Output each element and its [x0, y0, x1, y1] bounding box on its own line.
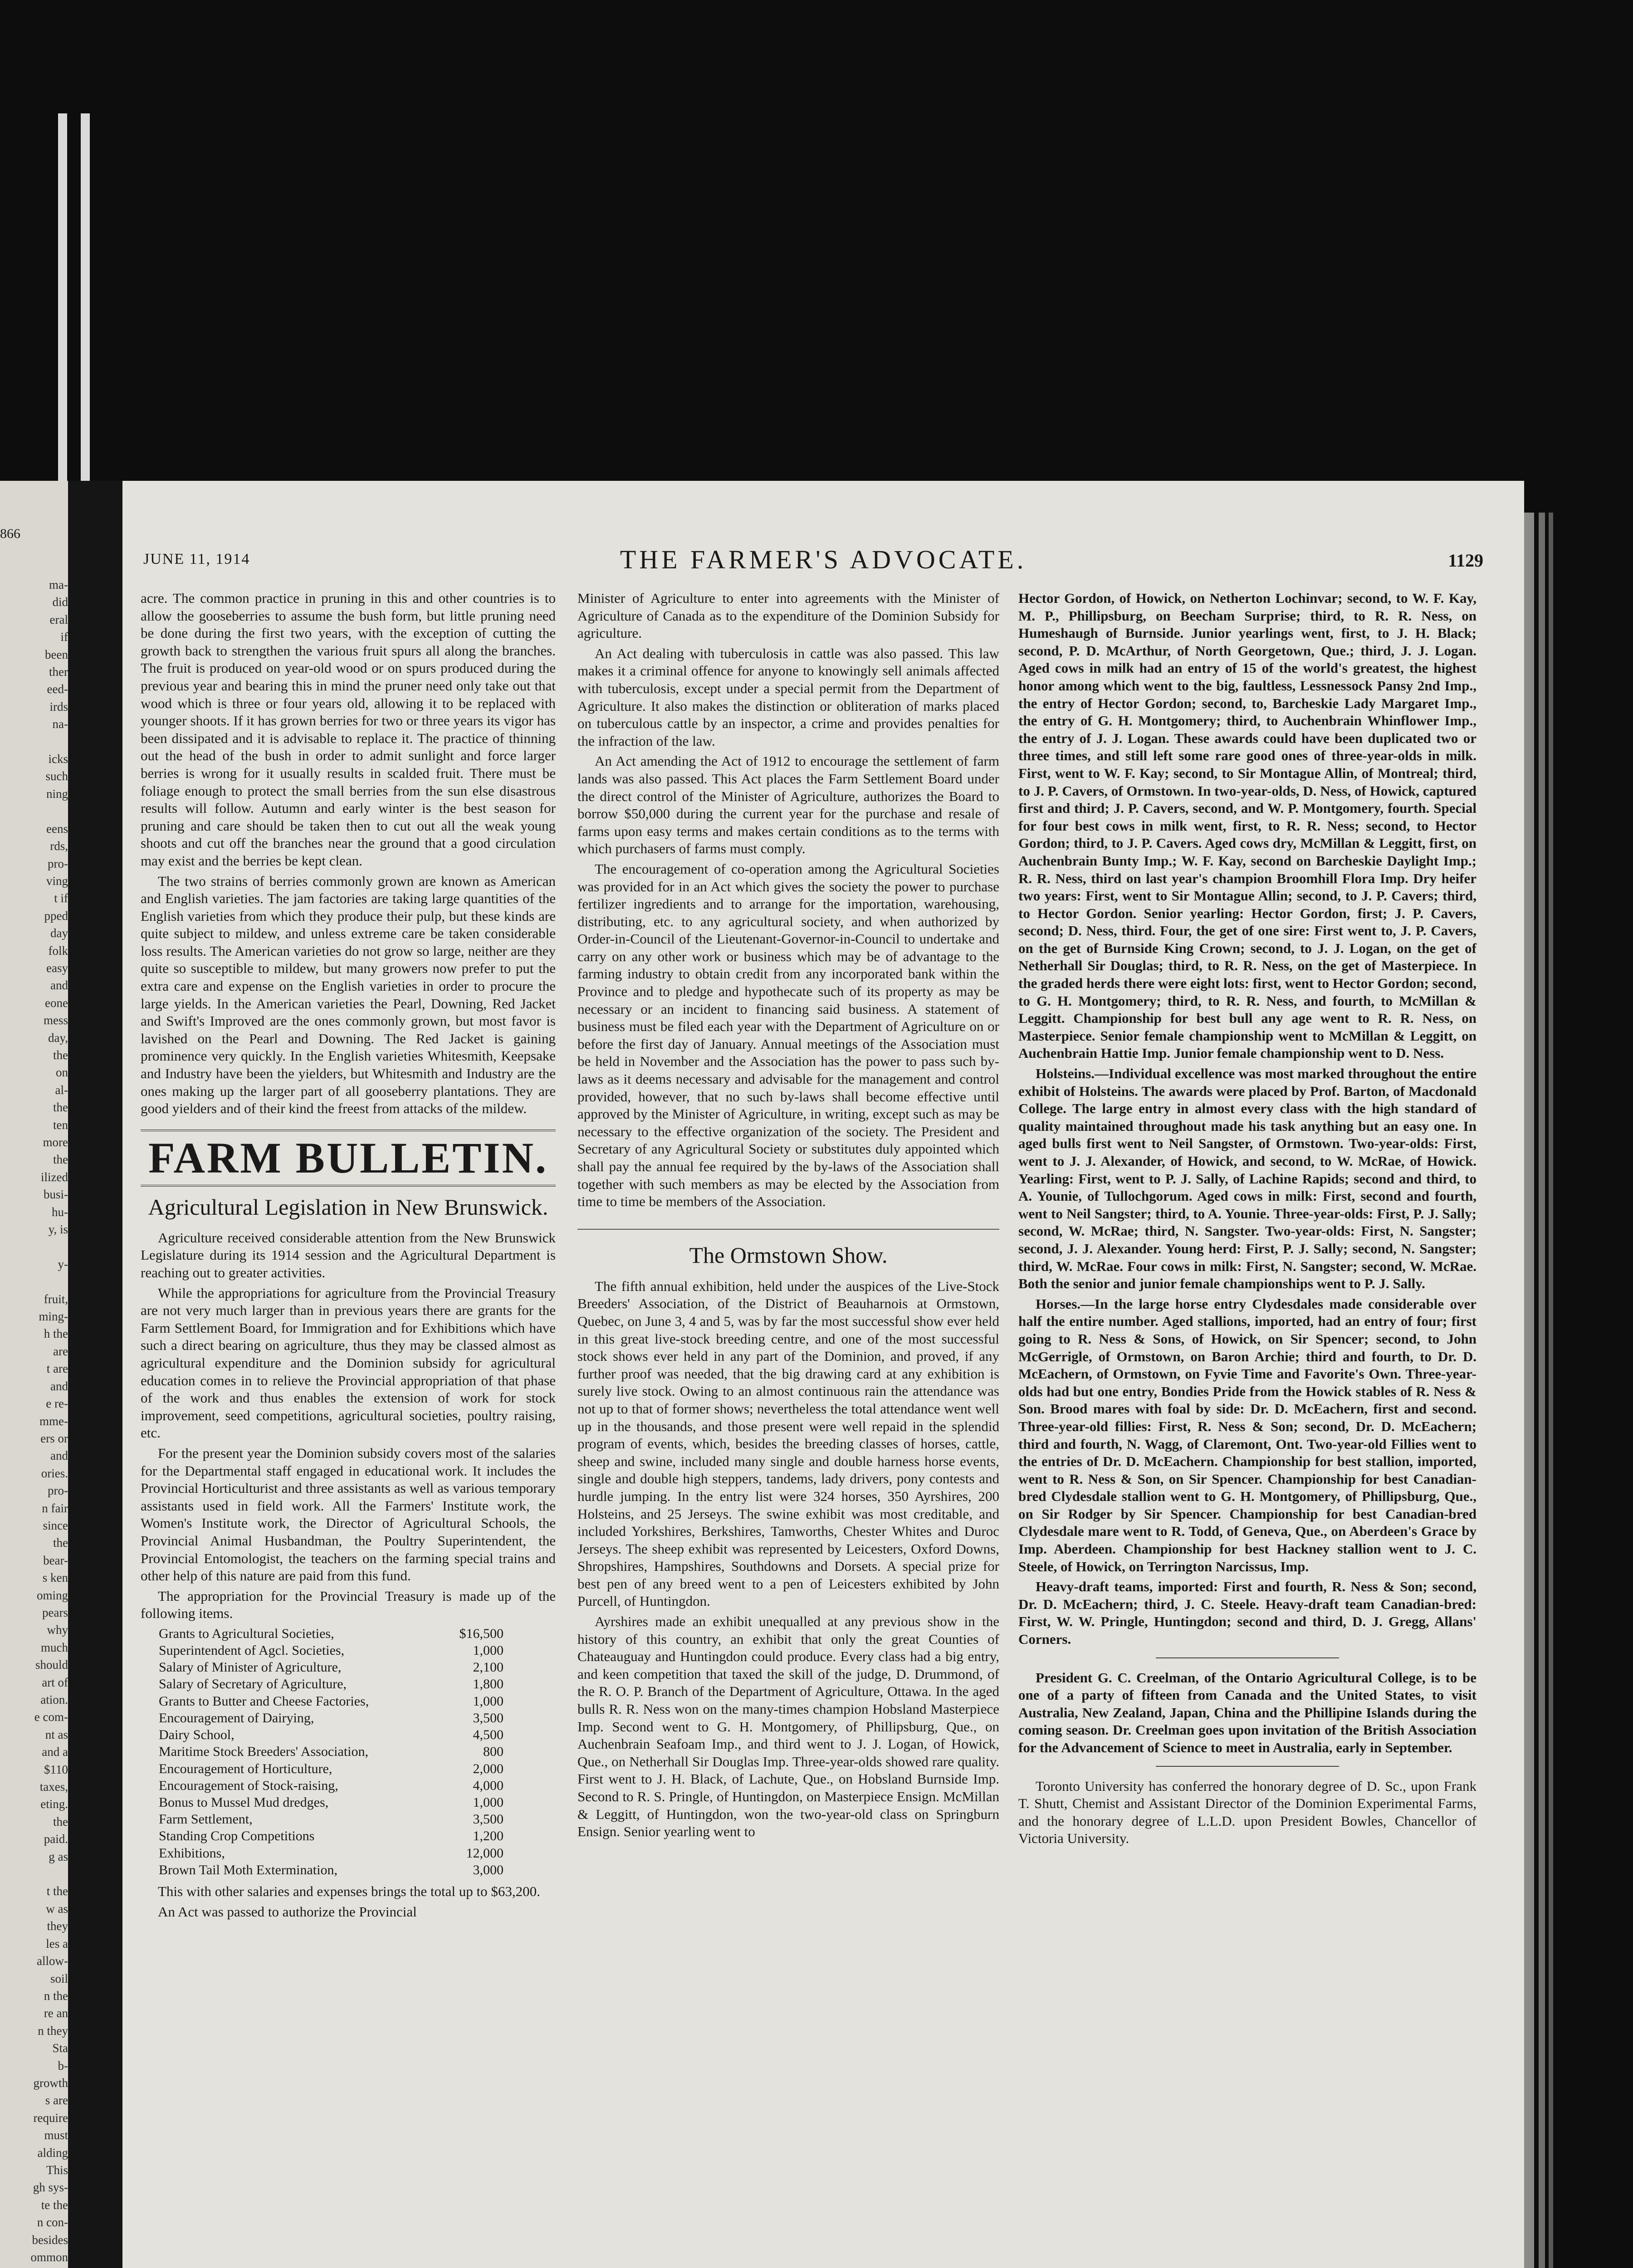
fragment-line: pped	[44, 909, 68, 923]
table-row	[159, 1862, 504, 1878]
fragment-line: pears	[42, 1605, 68, 1619]
fragment-line: require	[33, 2111, 68, 2125]
fragment-line: h the	[44, 1327, 68, 1341]
appropriation-amount: 800	[483, 1744, 504, 1760]
fragment-line	[0, 1273, 68, 1290]
page-number: 1129	[1448, 550, 1483, 571]
fragment-line: much	[41, 1640, 68, 1654]
paragraph: The encouragement of co-operation among the Agricultural Societies was provided for in an Act which gives the society the power to purchase fertilizer ingredients and to arrange for the importation, warehousing, distributing, etc. to any agricultural society, and when authorized by Order-in-Council of the Lieutenant-Governor-in-Council to undertake and carry on any other work or business which may be of advantage to the farming industry to obtain credit from any incorporated bank within the Province and to pledge and hypothecate such of its property as may be necessary or an incident to financing said business. A statement of business must be filed each year with the Department of Agriculture on or before the first day of January. Annual meetings of the Association must be held in November and the Association has the power to pass such by-laws as it deems necessary and advisable for the management and control provided, however, that no such by-laws shall become effective until approved by the Minister of Agriculture, in writing, except such as may be necessary to the effective organization of the society. The President and Secretary of any Agricultural Society or substitutes duly appointed which shall pay the annual fee required by the by-laws of the Association shall together with such members as may be elected by the Association from time to time be members of the Association.	[577, 860, 999, 1210]
fragment-line: the	[53, 1048, 68, 1062]
table-row	[159, 1743, 504, 1760]
appropriation-item: Brown Tail Moth Extermination,	[159, 1862, 337, 1877]
fragment-line: s ken	[42, 1571, 68, 1585]
fragment-line: taxes,	[39, 1780, 68, 1794]
table-row	[159, 1726, 504, 1743]
table-row	[159, 1828, 504, 1844]
fragment-line: n the	[44, 1989, 68, 2003]
fragment-line: the	[53, 1153, 68, 1167]
appropriation-amount: 1,000	[473, 1794, 504, 1810]
fragment-line: w as	[46, 1901, 68, 1916]
divider	[1156, 1766, 1339, 1767]
appropriation-amount: 3,500	[473, 1710, 504, 1725]
fragment-line: been	[45, 647, 68, 661]
paragraph: The fifth annual exhibition, held under the auspices of the Live-Stock Breeders' Association, of the District of Beauharnois at Ormstown, Quebec, on June 3, 4 and 5, was by far the most successful show ever held in this great live-stock breeding centre, and one of the most successful stock shows ever held in any part of the Dominion, and proved, if any further proof was needed, that the big drawing card at any exhibition is surely live stock. Owing to an almost continuous rain the attendance was not up to that of former shows; nevertheless the total attendance went well up in the thousands, and those present were well repaid in the splendid program of events, which, besides the breeding classes of horses, cattle, sheep and swine, included many single and double harness horse events, single and double high steppers, tandems, lady drivers, pony contests and hurdle jumping. In the entry list were 324 horses, 350 Ayrshires, 200 Holsteins, and 25 Jerseys. The swine exhibit was most creditable, and included Yorkshires, Berkshires, Tamworths, Chester Whites and Duroc Jerseys. The sheep exhibit was represented by Leicesters, Oxford Downs, Shropshires, Hampshires, Southdowns and Dorsets. A special prize for best pen of any breed went to a pen of Leicesters exhibited by John Purcell, of Huntingdon.	[577, 1278, 999, 1609]
paragraph: Ayrshires made an exhibit unequalled at any previous show in the history of this country, an exhibit that only the great Counties of Chateauguay and Huntingdon could produce. Every class had a big entry, and keen competition that taxed the skill of the judge, D. Drummond, of the R. O. P. Branch of the Department of Agriculture, Ottawa. In the aged bulls R. R. Ness won on the many-times champion Hobsland Masterpiece Imp. Second went to G. H. Montgomery, of Phillipsburg, Que., on Auchenbrain Seafoam Imp., and third went to J. J. Logan, of Howick, Que., on Netherhall Sir Douglas Imp. Three-year-olds showed rare quality. First went to J. H. Black, of Lachute, Que., on Hobsland Burnside Imp. Second to R. S. Pringle, of Huntingdon, on Masterpiece Ensign. McMillan & Leggitt, of Huntingdon, won the two-year-old class on Springburn Ensign. Senior yearling went to	[577, 1613, 999, 1840]
fragment-line: te the	[41, 2198, 68, 2212]
previous-page-strip	[0, 481, 68, 2268]
fragment-line: irds	[49, 699, 68, 714]
fragment-line	[0, 1238, 68, 1255]
appropriation-item: Standing Crop Competitions	[159, 1828, 315, 1844]
appropriation-amount: 3,000	[473, 1862, 504, 1877]
paragraph: Agriculture received considerable attention from the New Brunswick Legislature during its 1914 session and the Agricultural Department is reaching out to greater activities.	[141, 1229, 556, 1281]
fragment-line: busi-	[44, 1188, 68, 1202]
fragment-line: alding	[37, 2146, 68, 2160]
fragment-line: the	[53, 1100, 68, 1114]
fragment-line: pro-	[48, 856, 68, 870]
page-edge	[1539, 513, 1545, 2268]
article-title: Agricultural Legislation in New Brunswick.	[148, 1194, 548, 1220]
appropriation-item: Encouragement of Horticulture,	[159, 1761, 332, 1776]
fragment-line: day,	[48, 1031, 68, 1045]
fragment-line: if	[60, 630, 68, 644]
fragment-line	[0, 733, 68, 750]
fragment-line: on	[56, 1066, 68, 1080]
fragment-line: na-	[52, 717, 68, 731]
table-row	[159, 1693, 504, 1710]
fragment-line: the	[53, 1814, 68, 1828]
paragraph: This with other salaries and expenses brings the total up to $63,200.	[158, 1883, 540, 1899]
appropriation-amount: 1,200	[473, 1828, 504, 1844]
previous-page-number: 866	[0, 526, 20, 541]
appropriation-item: Farm Settlement,	[159, 1812, 253, 1827]
fragment-line: t if	[54, 891, 68, 905]
fragment-line: al-	[55, 1083, 68, 1097]
article-title: The Ormstown Show.	[577, 1229, 999, 1269]
issue-date: JUNE 11, 1914	[143, 551, 250, 567]
fragment-line: and	[50, 1449, 68, 1463]
fragment-line: must	[44, 2128, 68, 2142]
appropriation-amount: 1,000	[473, 1693, 504, 1709]
paragraph: The two strains of berries commonly grown are known as American and English varieties. The jam factories are taking large quantities of the English varieties from which they produce their pulp, but these kinds are quite subject to mildew, and unless extreme care be taken considerable loss results. The American varieties do not grow so large, neither are they quite so susceptible to mildew, but many growers now prefer to put the extra care and expense on the English varieties in order to procure the large yields. In the American varieties the Pearl, Downing, Red Jacket and Swift's Improved are the ones commonly grown, but most favor is lavished on the Pearl and Downing. The Red Jacket is gaining prominence very quickly. In the English varieties Whitesmith, Keepsake and Industry have been the yielders, but Whitesmith and Industry are the ones making up the larger part of all gooseberry plantations. They are good yielders and of their kind the freest from attacks of the mildew.	[141, 873, 556, 1117]
page-edge	[1524, 513, 1534, 2268]
fragment-line: les a	[46, 1936, 68, 1950]
fragment-line: and	[50, 978, 68, 992]
paragraph: acre. The common practice in pruning in this and other countries is to allow the gooseberries to assume the bush form, but little pruning need be done during the first two years, with the exception of cutting the growth back to strengthen the various fruit spurs all along the branches. The fruit is produced on year-old wood or on spurs produced during the previous year and bearing this in mind the pruner need only take out that wood which is three or four years old, allowing it to be replaced with younger shoots. If it has grown berries for two or three years its vigor has been dissipated and it is advisable to replace it. The practice of thinning out the head of the bush in order to admit sunlight and force larger berries is wrong for it usually results in scalded fruit. There must be foliage enough to protect the small berries from the sun else disastrous results will follow. Autumn and early winter is the best season for pruning and care should be taken then to cut out all the weak young shoots and cut off the branches near the ground that a good circulation may exist and the berries be kept clean.	[141, 590, 556, 869]
fragment-line: day	[50, 926, 68, 940]
fragment-line: allow-	[37, 1954, 68, 1968]
paragraph: For the present year the Dominion subsidy covers most of the salaries for the Departmental staff engaged in educational work. It includes the Provincial Horticulturist and three assistants as well as various temporary assistants used in field work. All the Farmers' Institute work, the Women's Institute work, the Director of Agricultural Schools, the Provincial Animal Husbandman, the Poultry Superintendent, the Provincial Entomologist, the teachers on the farming special trains and other help of this nature are paid from this fund.	[141, 1445, 556, 1584]
fragment-line: paid.	[44, 1832, 68, 1846]
fragment-line: gh sys-	[33, 2180, 68, 2195]
paragraph: Toronto University has conferred the honorary degree of D. Sc., upon Frank T. Shutt, Chemist and Assistant Director of the Dominion Experimental Farms, and the honorary degree of L.L.D. upon President Bowles, Chancellor of Victoria University.	[1018, 1778, 1477, 1847]
appropriation-item: Salary of Secretary of Agriculture,	[159, 1677, 347, 1692]
fragment-line: oming	[36, 1588, 68, 1602]
fragment-line: ation.	[40, 1693, 68, 1706]
appropriation-item: Exhibitions,	[159, 1845, 225, 1861]
fragment-line: are	[53, 1344, 68, 1358]
appropriations-table	[159, 1625, 504, 1878]
appropriation-item: Bonus to Mussel Mud dredges,	[159, 1794, 329, 1810]
paragraph: Heavy-draft teams, imported: First and fourth, R. Ness & Son; second, Dr. D. McEachern; third, J. C. Steele. Heavy-draft team Canadian-bred: First, W. W. Pringle, Huntingdon; second and third, D. J. Gregg, Allans' Corners.	[1018, 1579, 1477, 1647]
paragraph: Hector Gordon, of Howick, on Netherton Lochinvar; second, to W. F. Kay, M. P., Phillipsburg, on Beecham Surprise; third, to R. R. Ness, on Humeshaugh of Burnside. Junior yearlings went, first, to J. H. Black; second, P. D. McArthur, of North Georgetown, Que.; third, J. J. Logan. Aged cows in milk had an entry of 15 of the world's greatest, the highest honor among which went to the big, faultless, Lessnessock Pansy 2nd Imp., the entry of Hector Gordon; second, to, Barcheskie Lady Margaret Imp., the entry of G. H. Montgomery; third, to Auchenbrain Whinflower Imp., the entry of J. J. Logan. These awards could have been duplicated two or three times, and still left some rare good ones of three-year-olds in milk. First, went to W. F. Kay; second, to Sir Montague Allin, of Montreal; third, to J. P. Cavers, of Ormstown. In two-year-olds, D. Ness, of Howick, captured first and third; J. P. Cavers, second, and W. P. Montgomery, fourth. Special for four best cows in milk went, first, to R. R. Ness; second, to Hector Gordon; third, to J. P. Cavers. Aged cows dry, McMillan & Leggitt, first, on Auchenbrain Bunty Imp.; W. F. Kay, second on Barcheskie Daylight Imp.; R. R. Ness, third on last year's champion Broomhill Flora Imp. Dry heifer two years: First, went to Sir Montague Allin; second, to J. P. Cavers; third, to Hector Gordon. Senior yearling: Hector Gordon, first; J. P. Cavers, second; D. Ness, third. Four, the get of one sire: First went to, J. P. Cavers, on the get of Burnside King Crown; second, to J. J. Logan, on the get of Netherhall Sir Douglas; third, to R. R. Ness, on the get of Masterpiece. In the graded herds there were eight lots: first, went to Hector Gordon; second, to G. H. Montgomery; third, to R. R. Ness, and fourth, to McMillan & Leggitt. Championship for best bull any age went to R. R. Ness, on Masterpiece. Senior female championship went to McMillan & Leggitt, on Auchenbrain Hattie Imp. Junior female championship went to D. Ness.	[1018, 590, 1477, 1061]
table-row	[159, 1811, 504, 1828]
fragment-line: did	[52, 595, 68, 609]
fragment-line: rds,	[50, 839, 68, 853]
divider	[1156, 1657, 1339, 1658]
paragraph: Holsteins.—Individual excellence was most marked throughout the entire exhibit of Holsteins. The awards were placed by Prof. Barton, of Macdonald College. The large entry in almost every class with the high standard of quality maintained throughout made his task anything but an easy one. In aged bulls first went to Neil Sangster, of Ormstown. Two-year-olds: First, went to J. J. Alexander, of Howick, and second, to W. McRae, of Howick. Yearling: First, went to P. J. Sally, of Lachine Rapids; second and third, to A. Younie, of Tullochgorum. Aged cows in milk: First, second and fourth, went to Neil Sangster; third, to A. Younie. Three-year-olds: First, P. J. Sally; second, W. McRae; third, N. Sangster. Two-year-olds: First, N. Sangster; second, J. J. Alexander. Young herd: First, P. J. Sally; second, N. Sangster; third, W. McRae. Four cows in milk: First, N. Sangster; second, W. McRae. Both the senior and junior female championships went to P. J. Sally.	[1018, 1066, 1477, 1292]
page-edge	[1549, 513, 1553, 2268]
fragment-line: Sta	[52, 2041, 68, 2055]
previous-page-fragments	[0, 576, 68, 2268]
appropriation-amount: 3,500	[473, 1812, 504, 1827]
fragment-line: icks	[48, 752, 68, 766]
fragment-line: y, is	[48, 1222, 68, 1237]
section-heading: FARM BULLETIN.	[141, 1129, 556, 1187]
fragment-line: n they	[38, 2024, 68, 2038]
fragment-line: n fair	[42, 1501, 68, 1515]
fragment-line: ers or	[40, 1431, 68, 1445]
fragment-line: hu-	[52, 1205, 68, 1219]
column-1	[141, 590, 556, 1923]
fragment-line: ories.	[41, 1466, 68, 1480]
fragment-line: mme-	[39, 1414, 68, 1428]
table-row	[159, 1676, 504, 1692]
paragraph: An Act was passed to authorize the Provincial	[158, 1903, 417, 1920]
fragment-line: since	[43, 1518, 68, 1532]
appropriation-amount: 2,100	[473, 1660, 504, 1675]
table-row	[159, 1794, 504, 1811]
appropriation-item: Superintendent of Agcl. Societies,	[159, 1643, 345, 1658]
paragraph: An Act dealing with tuberculosis in cattle was also passed. This law makes it a criminal offence for anyone to knowingly sell animals affected with tuberculosis, except under a special permit from the Department of Agriculture. It also makes the distinction or obliteration of marks placed on tuberculous cattle by an inspector, a crime and provides penalties for the infraction of the law.	[577, 645, 999, 749]
fragment-line: This	[46, 2163, 68, 2177]
fragment-line: ten	[53, 1118, 68, 1132]
fragment-line: n con-	[37, 2215, 68, 2229]
fragment-line: folk	[48, 943, 68, 958]
appropriation-item: Salary of Minister of Agriculture,	[159, 1660, 342, 1675]
appropriation-item: Encouragement of Stock-raising,	[159, 1778, 338, 1793]
fragment-line: growth	[33, 2076, 68, 2090]
fragment-line: fruit,	[44, 1292, 68, 1306]
fragment-line: soil	[50, 1971, 68, 1985]
fragment-line: eone	[45, 996, 68, 1010]
table-row	[159, 1760, 504, 1777]
fragment-line: pro-	[48, 1484, 68, 1498]
page-gutter	[68, 481, 122, 2268]
fragment-line: eens	[46, 821, 68, 836]
fragment-line: y-	[58, 1257, 68, 1271]
appropriation-amount: 2,000	[473, 1761, 504, 1776]
fragment-line: ommon	[30, 2250, 68, 2264]
paragraph: Minister of Agriculture to enter into agreements with the Minister of Agriculture of Canada as to the expenditure of the Dominion Subsidy for agriculture.	[577, 590, 999, 641]
appropriation-amount: 4,000	[473, 1778, 504, 1793]
fragment-line: eral	[49, 612, 68, 626]
column-2	[577, 590, 999, 1843]
table-row	[159, 1659, 504, 1676]
paragraph: Horses.—In the large horse entry Clydesdales made considerable over half the entire number. Aged stallions, imported, had an entry of four; first going to R. Ness & Sons, of Howick, on Sir Spencer; second, to John McGerrigle, of Ormstown, on Baron Archie; third and fourth, to Dr. D. McEachern, of Ormstown, on Fyvie Time and Favorite's Own. Three-year-olds had but one entry, Bondies Pride from the Howick stables of R. Ness & Son. Brood mares with foal by side: Dr. D. McEachern, first and second. Three-year-old fillies: First, R. Ness & Son; second, Dr. D. McEachern; third and fourth, N. Wagg, of Claremont, Ont. Two-year-old Fillies went to the entries of Dr. D. McEachern. Championship for best stallion, imported, went to R. Ness & Son, on Sir Spencer. Championship for best Canadian-bred Clydesdale stallion went to G. H. Montgomery, of Phillipsburg, Que., on Sir Rodger by Sir Spencer. Championship for best Canadian-bred Clydesdale mare went to R. Todd, of Geneva, Que., on Aberdeen's Grace by Imp. Aberdeen. Championship for best Hackney stallion went to J. C. Steele, of Howick, on Terrington Narcissus, Imp.	[1018, 1295, 1477, 1574]
fragment-line: re an	[44, 2006, 68, 2020]
appropriation-item: Encouragement of Dairying,	[159, 1710, 314, 1725]
paragraph: The appropriation for the Provincial Treasury is made up of the following items.	[141, 1588, 556, 1622]
table-row	[159, 1777, 504, 1794]
appropriation-item: Dairy School,	[159, 1727, 235, 1743]
fragment-line: bear-	[43, 1553, 68, 1567]
fragment-line: ning	[46, 787, 68, 801]
table-row	[159, 1710, 504, 1726]
fragment-line: the	[53, 1536, 68, 1550]
appropriation-item: Grants to Agricultural Societies,	[159, 1626, 334, 1641]
appropriation-item: Grants to Butter and Cheese Factories,	[159, 1693, 369, 1709]
fragment-line: $110	[44, 1762, 68, 1776]
appropriation-amount: 1,800	[473, 1677, 504, 1692]
fragment-line: ilized	[41, 1170, 68, 1184]
fragment-line: t are	[46, 1362, 68, 1376]
fragment-line: why	[47, 1623, 68, 1637]
appropriation-amount: $16,500	[459, 1626, 504, 1641]
masthead-title: THE FARMER'S ADVOCATE.	[620, 545, 1027, 574]
fragment-line: b-	[58, 2058, 68, 2072]
paragraph: An Act amending the Act of 1912 to encourage the settlement of farm lands was also passed. This Act places the Farm Settlement Board under the direct control of the Minister of Agriculture, authorizes the Board to borrow $50,000 during the current year for the purchase and resale of farms upon easy terms and makes certain conditions as to the terms with which purchasers of farms must comply.	[577, 753, 999, 857]
fragment-line: more	[43, 1135, 68, 1149]
appropriation-item: Maritime Stock Breeders' Association,	[159, 1744, 368, 1760]
fragment-line: art of	[42, 1675, 68, 1689]
fragment-line: ving	[46, 874, 68, 888]
fragment-line: ma-	[49, 578, 68, 591]
appropriation-amount: 12,000	[466, 1845, 504, 1861]
table-row	[159, 1845, 504, 1862]
fragment-line: ming-	[39, 1310, 68, 1324]
fragment-line: they	[47, 1919, 68, 1933]
fragment-line	[0, 1865, 68, 1882]
newspaper-page	[122, 481, 1524, 2268]
paragraph: President G. C. Creelman, of the Ontario Agricultural College, is to be one of a party of fifteen from Canada and the United States, to visit Australia, New Zealand, Japan, China and the Phillipine Islands during the coming season. Dr. Creelman goes upon invitation of the British Association for the Advancement of Science to meet in Australia, early in September.	[1018, 1669, 1477, 1755]
fragment-line: and a	[42, 1745, 68, 1759]
fragment-line: nt as	[45, 1727, 68, 1741]
page-header	[122, 544, 1524, 585]
table-row	[159, 1642, 504, 1659]
fragment-line: besides	[32, 2233, 68, 2247]
paragraph: While the appropriations for agriculture from the Provincial Treasury are not very much larger than in previous years there are grants for the Farm Settlement Board, for Immigration and for Exhibitions which have such a direct bearing on agriculture, thus they may be classed almost as agricultural expenditure and the Dominion subsidy for agricultural education comes in to relieve the Provincial appropriation of that phase of the work and thus enables the extension of work for stock improvement, seed competitions, agricultural societies, poultry raising, etc.	[141, 1285, 556, 1441]
appropriation-amount: 4,500	[473, 1727, 504, 1743]
column-3	[1018, 590, 1477, 1850]
fragment-line	[0, 2266, 68, 2268]
fragment-line: eed-	[47, 682, 68, 696]
appropriation-amount: 1,000	[473, 1643, 504, 1658]
fragment-line: easy	[46, 961, 68, 975]
fragment-line: and	[50, 1379, 68, 1393]
fragment-line: e com-	[34, 1710, 68, 1724]
fragment-line: should	[35, 1658, 68, 1672]
fragment-line: e re-	[46, 1397, 68, 1411]
fragment-line: such	[45, 769, 68, 783]
fragment-line: s are	[45, 2093, 68, 2107]
fragment-line: g as	[49, 1849, 68, 1863]
fragment-line: eting.	[40, 1797, 68, 1811]
fragment-line: ther	[49, 665, 68, 679]
fragment-line: mess	[44, 1013, 68, 1027]
table-row	[159, 1625, 504, 1642]
fragment-line: t the	[46, 1884, 68, 1898]
fragment-line	[0, 802, 68, 820]
